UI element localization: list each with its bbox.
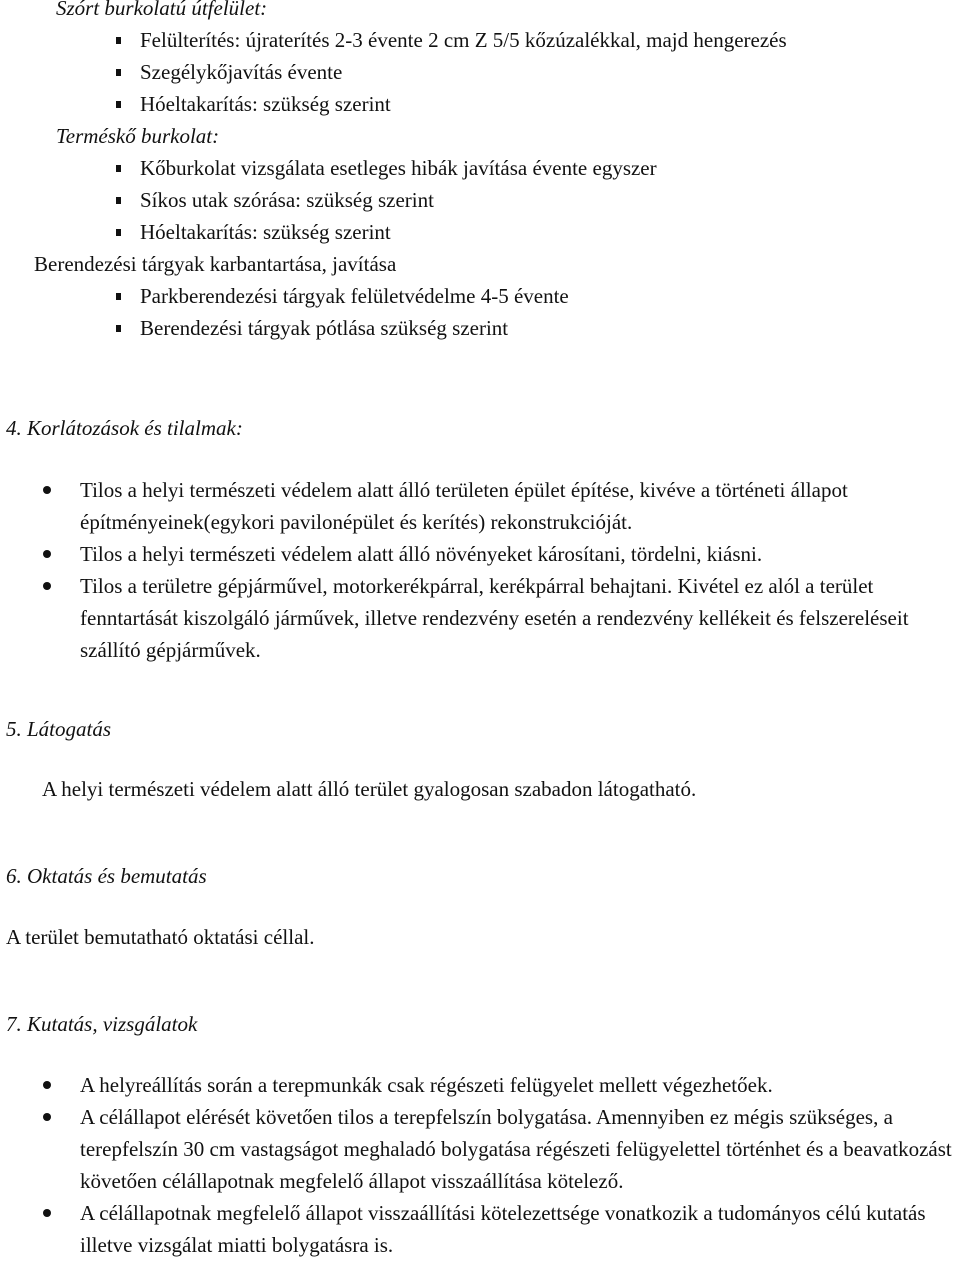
- bullet-icon: [43, 1081, 51, 1089]
- maintenance-block: [0, 0, 960, 344]
- section-7-list: [0, 1069, 960, 1261]
- termesko-list: [0, 152, 960, 248]
- list-item: Szegélykőjavítás évente: [0, 56, 960, 88]
- list-item: A célállapot elérését követően tilos a terepfelszín bolygatása. Amennyiben ez mégis szükséges, a terepfelszín 30 cm vastagságot meghaladó bolygatása régészeti felügyelettel történhet és a beavatkozást követően célállapotnak megfelelő állapot visszaállítása kötelező.: [0, 1101, 960, 1197]
- section-6-text: A terület bemutatható oktatási céllal.: [6, 925, 315, 949]
- termesko-title: Terméskő burkolat:: [56, 124, 220, 148]
- berendezesi-list: [0, 280, 960, 344]
- szort-title: Szórt burkolatú útfelület:: [56, 0, 268, 20]
- section-4-list: [0, 474, 960, 666]
- list-item: Berendezési tárgyak pótlása szükség szerint: [0, 312, 960, 344]
- bullet-icon: [43, 486, 51, 494]
- bullet-icon: [43, 1113, 51, 1121]
- list-item: Tilos a területre gépjárművel, motorkerékpárral, kerékpárral behajtani. Kivétel ez alól a terület fenntartását kiszolgáló járművek, illetve rendezvény esetén a rendezvény kellékeit és felszereléseit szállító gépjárművek.: [0, 570, 960, 666]
- bullet-icon: [43, 1209, 51, 1217]
- list-item: Parkberendezési tárgyak felületvédelme 4-5 évente: [0, 280, 960, 312]
- list-item: Hóeltakarítás: szükség szerint: [0, 216, 960, 248]
- square-bullet-icon: [116, 229, 121, 236]
- square-bullet-icon: [116, 165, 121, 172]
- section-4-title: 4. Korlátozások és tilalmak:: [6, 416, 243, 440]
- square-bullet-icon: [116, 197, 121, 204]
- list-item: Tilos a helyi természeti védelem alatt álló területen épület építése, kivéve a történeti állapot építményeinek(egykori pavilonépület és kerítés) rekonstrukcióját.: [0, 474, 960, 538]
- bullet-icon: [43, 582, 51, 590]
- square-bullet-icon: [116, 37, 121, 44]
- section-5-title: 5. Látogatás: [6, 717, 112, 741]
- list-item: A célállapotnak megfelelő állapot visszaállítási kötelezettsége vonatkozik a tudományos célú kutatás illetve vizsgálat miatti bolygatásra is.: [0, 1197, 960, 1261]
- berendezesi-title: Berendezési tárgyak karbantartása, javítása: [34, 252, 397, 276]
- square-bullet-icon: [116, 293, 121, 300]
- list-item: Felülterítés: újraterítés 2-3 évente 2 cm Z 5/5 kőzúzalékkal, majd hengerezés: [0, 24, 960, 56]
- section-7-title: 7. Kutatás, vizsgálatok: [6, 1012, 198, 1036]
- list-item: Hóeltakarítás: szükség szerint: [0, 88, 960, 120]
- list-item: Síkos utak szórása: szükség szerint: [0, 184, 960, 216]
- square-bullet-icon: [116, 325, 121, 332]
- list-item: A helyreállítás során a terepmunkák csak régészeti felügyelet mellett végezhetőek.: [0, 1069, 960, 1101]
- bullet-icon: [43, 550, 51, 558]
- list-item: Kőburkolat vizsgálata esetleges hibák javítása évente egyszer: [0, 152, 960, 184]
- square-bullet-icon: [116, 101, 121, 108]
- list-item: Tilos a helyi természeti védelem alatt álló növényeket károsítani, tördelni, kiásni.: [0, 538, 960, 570]
- section-5-text: A helyi természeti védelem alatt álló terület gyalogosan szabadon látogatható.: [42, 777, 697, 801]
- section-6-title: 6. Oktatás és bemutatás: [6, 864, 207, 888]
- szort-list: [0, 24, 960, 120]
- square-bullet-icon: [116, 69, 121, 76]
